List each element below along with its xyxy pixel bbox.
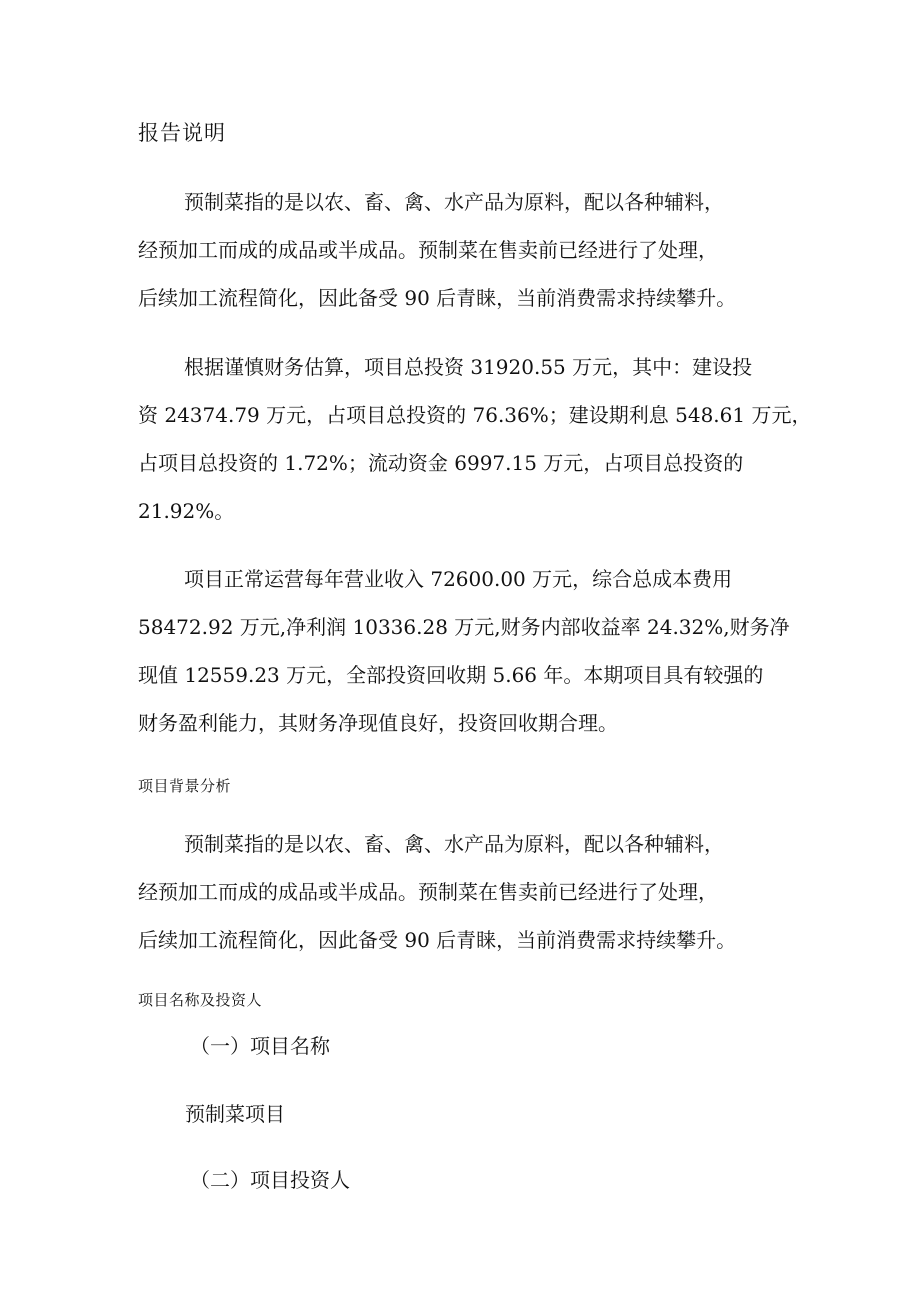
investment-line-3: 占项目总投资的 1.72%；流动资金 6997.15 万元，占项目总投资的 xyxy=(138,451,744,475)
intro-line-3: 后续加工流程简化，因此备受 90 后青睐，当前消费需求持续攀升。 xyxy=(138,286,737,310)
project-investor-label: （二）项目投资人 xyxy=(190,1168,350,1192)
project-name-value: 预制菜项目 xyxy=(185,1102,285,1126)
report-title: 报告说明 xyxy=(138,121,226,145)
intro-line-2: 经预加工而成的成品或半成品。预制菜在售卖前已经进行了处理， xyxy=(138,238,718,262)
operation-line-4: 财务盈利能力，其财务净现值良好，投资回收期合理。 xyxy=(138,711,618,735)
operation-paragraph xyxy=(138,555,790,747)
operation-line-1: 项目正常运营每年营业收入 72600.00 万元，综合总成本费用 xyxy=(184,567,733,591)
operation-line-3: 现值 12559.23 万元，全部投资回收期 5.66 年。本期项目具有较强的 xyxy=(138,663,764,687)
project-name-label: （一）项目名称 xyxy=(190,1034,330,1058)
background-line-3: 后续加工流程简化，因此备受 90 后青睐，当前消费需求持续攀升。 xyxy=(138,928,737,952)
background-line-1: 预制菜指的是以农、畜、禽、水产品为原料，配以各种辅料， xyxy=(184,832,724,856)
investment-paragraph xyxy=(138,343,812,535)
background-line-2: 经预加工而成的成品或半成品。预制菜在售卖前已经进行了处理， xyxy=(138,880,718,904)
investment-line-2: 资 24374.79 万元，占项目总投资的 76.36%；建设期利息 548.61 万元， xyxy=(138,403,812,427)
background-paragraph xyxy=(138,820,770,964)
background-heading: 项目背景分析 xyxy=(138,777,232,795)
name-investor-heading: 项目名称及投资人 xyxy=(138,991,263,1009)
intro-paragraph xyxy=(138,178,770,322)
investment-line-1: 根据谨慎财务估算，项目总投资 31920.55 万元，其中：建设投 xyxy=(184,355,753,379)
intro-line-1: 预制菜指的是以农、畜、禽、水产品为原料，配以各种辅料， xyxy=(184,190,724,214)
investment-line-4: 21.92%。 xyxy=(138,499,235,523)
operation-line-2: 58472.92 万元,净利润 10336.28 万元,财务内部收益率 24.32%,财务净 xyxy=(138,615,790,639)
